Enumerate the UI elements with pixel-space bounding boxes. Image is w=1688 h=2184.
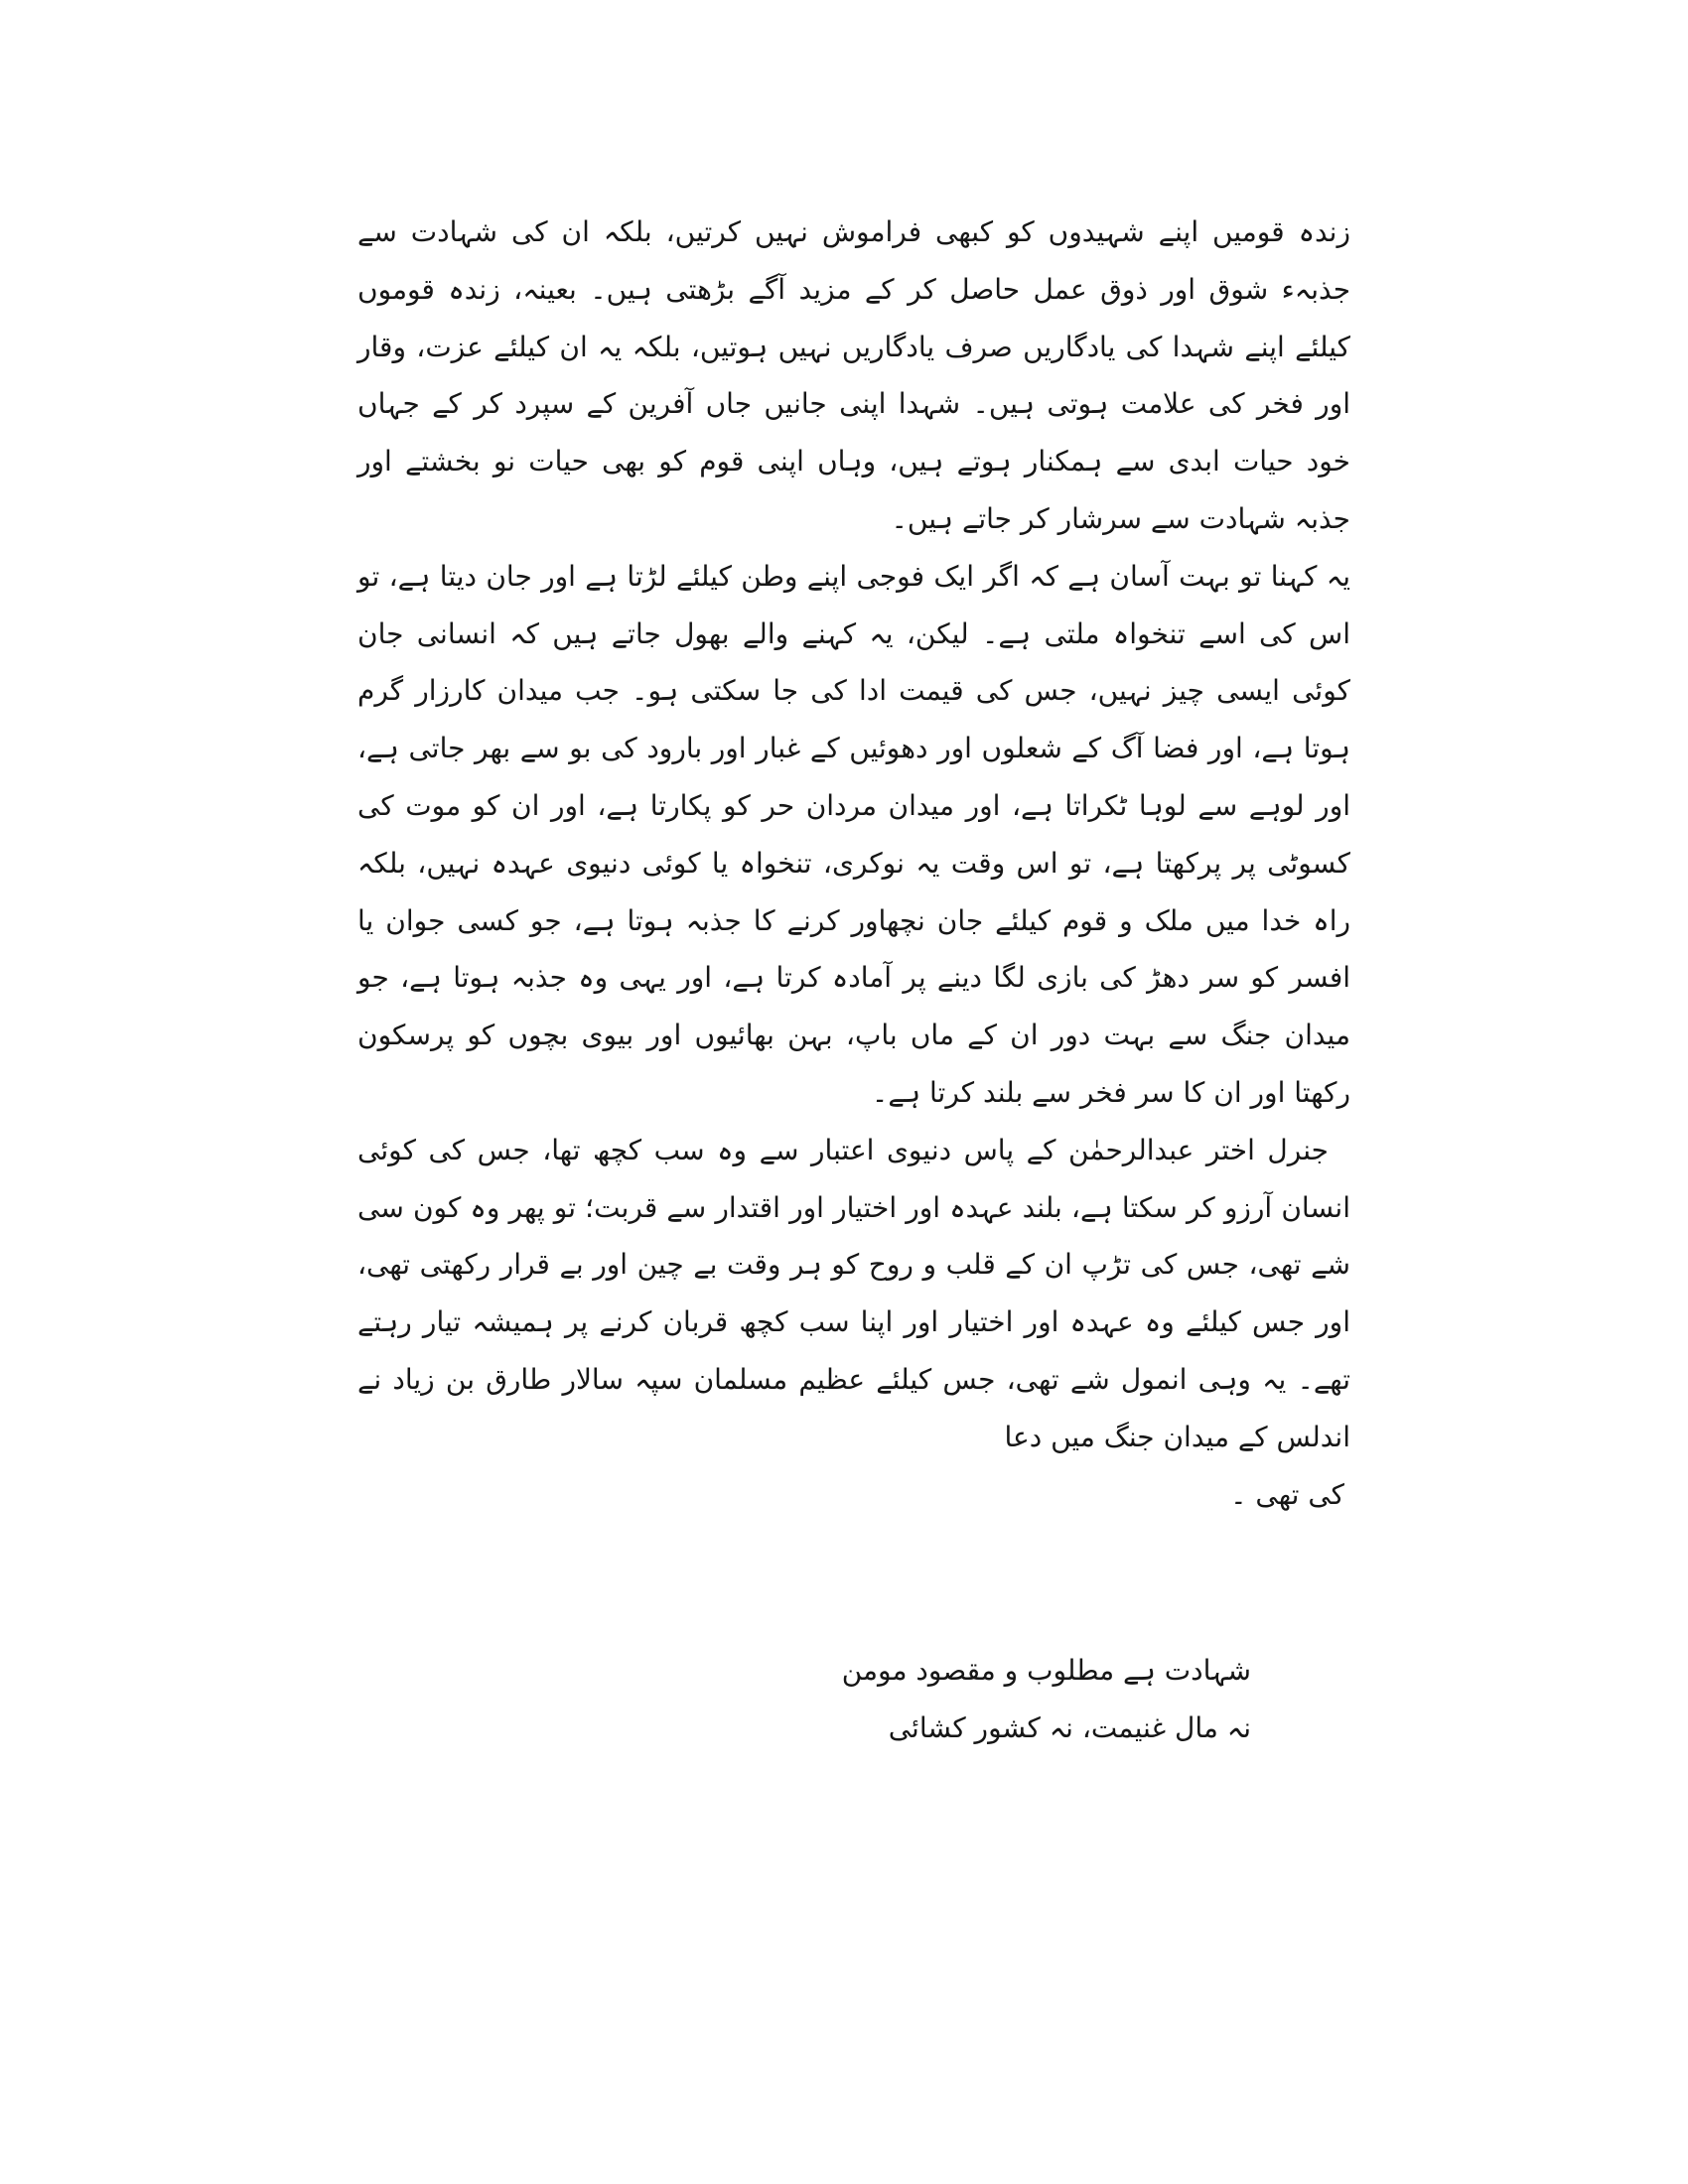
paragraph-2: یہ کہنا تو بہت آسان ہے کہ اگر ایک فوجی اپنے وطن کیلئے لڑتا ہے اور جان دیتا ہے، تو اس کی اسے تنخواہ ملتی ہے۔ لیکن، یہ کہنے والے بھول جاتے ہیں کہ انسانی جان کوئی ایسی چیز نہیں، جس کی قیمت ادا کی جا سکتی ہو۔ جب میدان کارزار گرم ہوتا ہے، اور فضا آگ کے شعلوں اور دھوئیں کے غبار اور بارود کی بو سے بھر جاتی ہے، اور لوہے سے لوہا ٹکراتا ہے، اور میدان مردان حر کو پکارتا ہے، اور ان کو موت کی کسوٹی پر پرکھتا ہے، تو اس وقت یہ نوکری، تنخواہ یا کوئی دنیوی عہدہ نہیں، بلکہ راہ خدا میں ملک و قوم کیلئے جان نچھاور کرنے کا جذبہ ہوتا ہے، جو کسی جوان یا افسر کو سر دھڑ کی بازی لگا دینے پر آمادہ کرتا ہے، اور یہی وہ جذبہ ہوتا ہے، جو میدان جنگ سے بہت دور ان کے ماں باپ، بہن بھائیوں اور بیوی بچوں کو پرسکون رکھتا اور ان کا سر فخر سے بلند کرتا ہے۔ [357, 559, 1350, 1109]
verse-line-2: نہ مال غنیمت، نہ کشور کشائی [888, 1711, 1251, 1744]
paragraph-1: زندہ قومیں اپنے شہیدوں کو کبھی فراموش نہیں کرتیں، بلکہ ان کی شہادت سے جذبہء شوق اور ذوق عمل حاصل کر کے مزید آگے بڑھتی ہیں۔ بعینہ، زندہ قوموں کیلئے اپنے شہدا کی یادگاریں صرف یادگاریں نہیں ہوتیں، بلکہ یہ ان کیلئے عزت، وقار اور فخر کی علامت ہوتی ہیں۔ شہدا اپنی جانیں جاں آفرین کے سپرد کر کے جہاں خود حیات ابدی سے ہمکنار ہوتے ہیں، وہاں اپنی قوم کو بھی حیات نو بخشتے اور جذبہ شہادت سے سرشار کر جاتے ہیں۔ [357, 215, 1351, 535]
verse-couplet [841, 1642, 1251, 1757]
verse-line-1: شہادت ہے مطلوب و مقصود مومن [841, 1654, 1251, 1687]
body-text [357, 204, 1350, 1523]
paragraph-3-closing: کی تھی ۔ [1230, 1477, 1344, 1511]
paragraph-3: جنرل اختر عبدالرحمٰن کے پاس دنیوی اعتبار سے وہ سب کچھ تھا، جس کی کوئی انسان آرزو کر سکتا ہے، بلند عہدہ اور اختیار اور اقتدار سے قربت؛ تو پھر وہ کون سی شے تھی، جس کی تڑپ ان کے قلب و روح کو ہر وقت بے چین اور بے قرار رکھتی تھی، اور جس کیلئے وہ عہدہ اور اختیار اور اپنا سب کچھ قربان کرنے پر ہمیشہ تیار رہتے تھے۔ یہ وہی انمول شے تھی، جس کیلئے عظیم مسلمان سپہ سالار طارق بن زیاد نے اندلس کے میدان جنگ میں دعا [357, 1133, 1350, 1453]
